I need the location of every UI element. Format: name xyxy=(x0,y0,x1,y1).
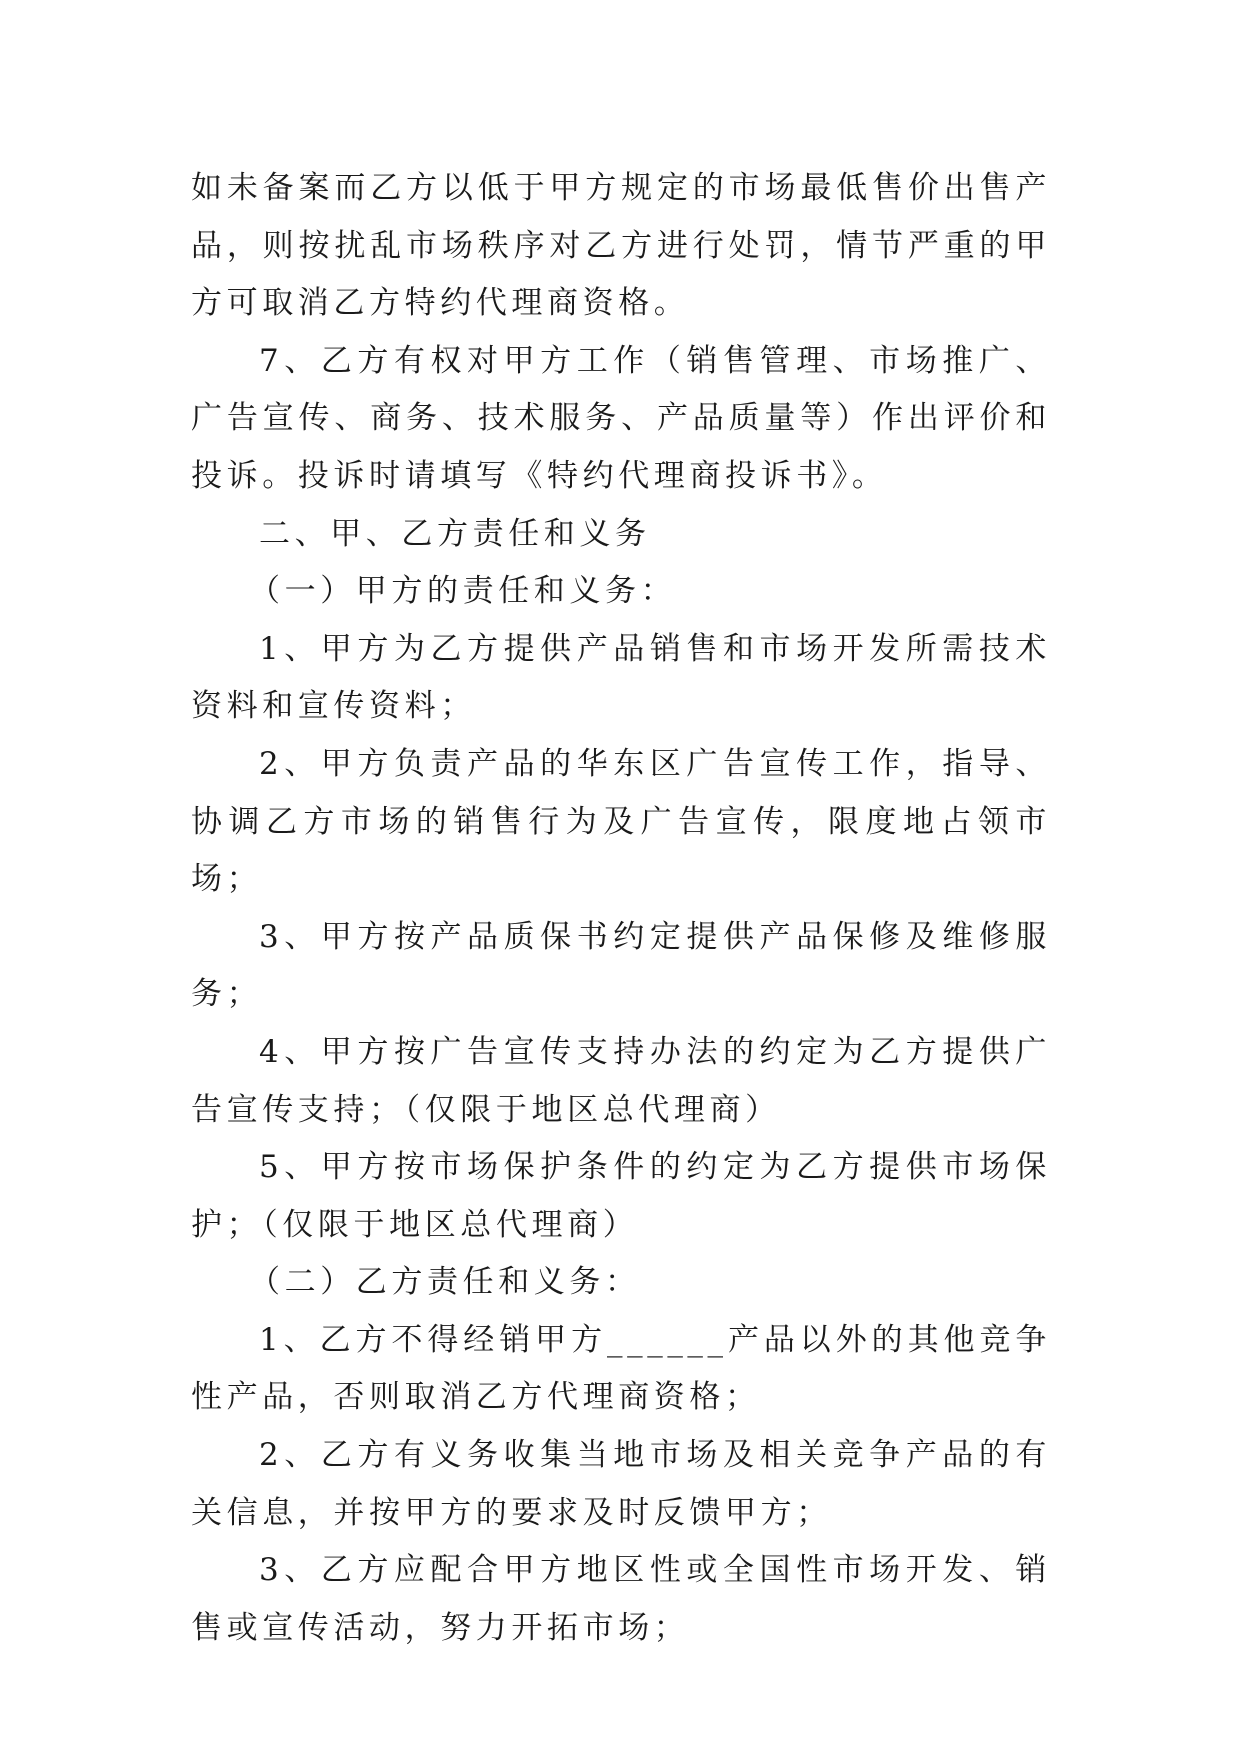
paragraph-item-7: 7、乙方有权对甲方工作（销售管理、市场推广、广告宣传、商务、技术服务、产品质量等）作出评价和投诉。投诉时请填写《特约代理商投诉书》。 xyxy=(191,342,1051,494)
party-a-item-5: 5、甲方按市场保护条件的约定为乙方提供市场保护；（仅限于地区总代理商） xyxy=(191,1149,1051,1243)
party-a-item-3: 3、甲方按产品质保书约定提供产品保修及维修服务； xyxy=(191,918,1051,1013)
party-a-item-1: 1、甲方为乙方提供产品销售和市场开发所需技术资料和宣传资料； xyxy=(191,630,1051,725)
document-body xyxy=(191,160,1051,1657)
section-heading-2: 二、甲、乙方责任和义务 xyxy=(259,515,651,552)
subsection-heading-party-b: （二）乙方责任和义务： xyxy=(249,1264,641,1301)
party-b-item-3: 3、乙方应配合甲方地区性或全国性市场开发、销售或宣传活动，努力开拓市场； xyxy=(191,1552,1051,1646)
paragraph-continuation: 如未备案而乙方以低于甲方规定的市场最低售价出售产品，则按扰乱市场秩序对乙方进行处罚，情节严重的甲方可取消乙方特约代理商资格。 xyxy=(191,170,1051,322)
subsection-heading-party-a: （一）甲方的责任和义务： xyxy=(249,573,677,610)
party-a-item-2: 2、甲方负责产品的华东区广告宣传工作，指导、协调乙方市场的销售行为及广告宣传，限度地占领市场； xyxy=(191,745,1051,898)
party-a-item-4: 4、甲方按广告宣传支持办法的约定为乙方提供广告宣传支持；（仅限于地区总代理商） xyxy=(191,1033,1051,1128)
party-b-item-1: 1、乙方不得经销甲方______产品以外的其他竞争性产品，否则取消乙方代理商资格； xyxy=(191,1321,1051,1416)
party-b-item-2: 2、乙方有义务收集当地市场及相关竞争产品的有关信息，并按甲方的要求及时反馈甲方； xyxy=(191,1437,1051,1531)
